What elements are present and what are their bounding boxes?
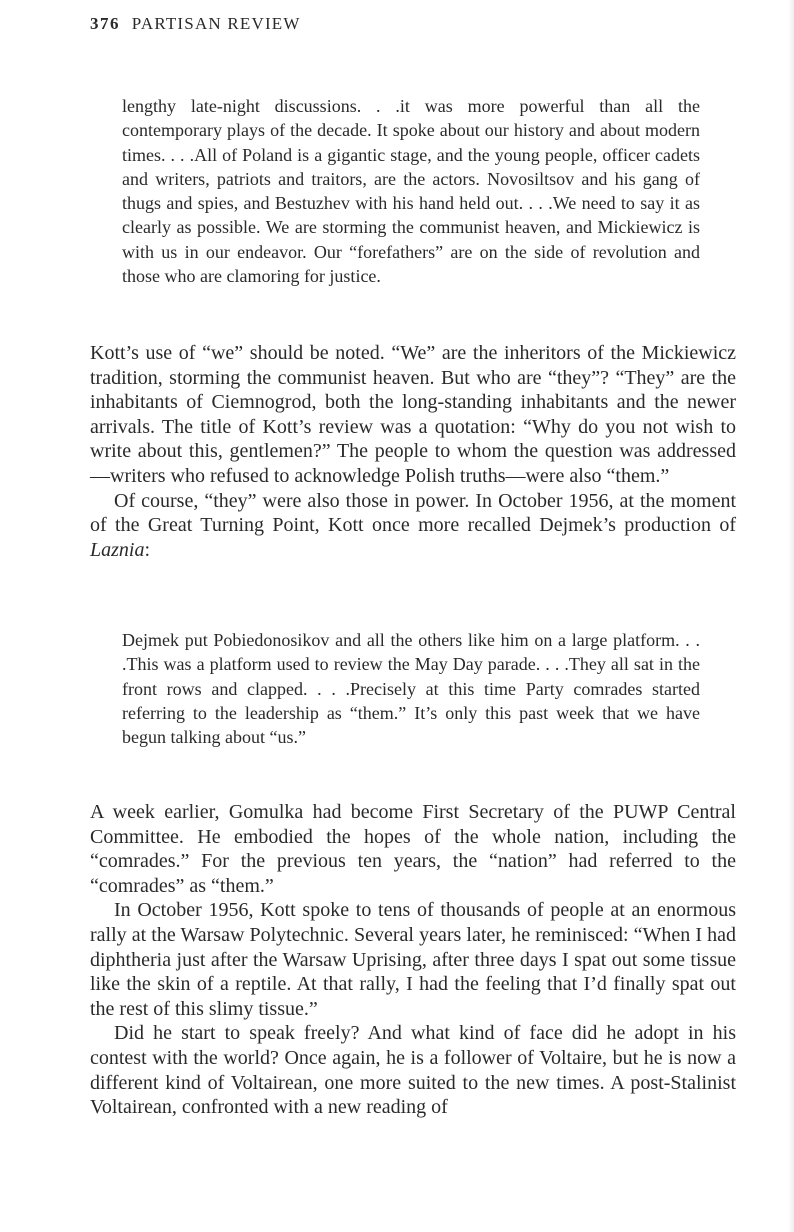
paragraph-voltairean: Did he start to speak freely? And what kind of face did he adopt in his contest with the world? Once again, he is a follower of Voltaire, but he is now a different kind of Voltairean, one more suited to the new times. A post-Stalinist Voltairean, confronted with a new reading of xyxy=(90,1022,736,1119)
paragraph-those-in-power-end: : xyxy=(144,538,151,561)
body-section-kott-we xyxy=(90,341,736,562)
paragraph-those-in-power xyxy=(90,489,736,563)
paragraph-those-in-power-text: Of course, “they” were also those in power. In October 1956, at the moment of the Great Turning Point, Kott once more recalled Dejmek’s production of xyxy=(90,489,736,537)
block-quote-mickiewicz: lengthy late-night discussions. . .it was more powerful than all the contemporary plays of the decade. It spoke about our history and about modern times. . . .All of Poland is a gigantic stage, and the young people, officer cadets and writers, patriots and traitors, are the actors. Novosiltsov and his gang of thugs and spies, and Bestuzhev with his hand held out. . . .We need to say it as clearly as possible. We are storming the communist heaven, and Mickiewicz is with us in our endeavor. Our “forefathers” are on the side of revolution and those who are clamoring for justice. xyxy=(122,96,700,287)
running-head xyxy=(90,14,301,34)
paragraph-gomulka: A week earlier, Gomulka had become First Secretary of the PUWP Central Committee. He embodied the hopes of the whole nation, including the “comrades.” For the previous ten years, the “nation” had referred to the “comrades” as “them.” xyxy=(90,801,736,897)
page-edge-shadow xyxy=(788,0,794,1232)
paragraph-rally: In October 1956, Kott spoke to tens of thousands of people at an enormous rally at the Warsaw Polytechnic. Several years later, he reminisced: “When I had diphtheria just after the Warsaw Uprising, after three days I spat out some tissue like the skin of a reptile. At that rally, I had the feeling that I’d finally spat out the rest of this slimy tissue.” xyxy=(90,899,736,1020)
body-section-gomulka xyxy=(90,800,736,1120)
page-number: 376 xyxy=(90,14,120,33)
block-quote-dejmek: Dejmek put Pobiedonosikov and all the others like him on a large platform. . . .This was a platform used to review the May Day parade. . . .They all sat in the front rows and clapped. . . .Precisely at this time Party comrades started referring to the leadership as “them.” It’s only this past week that we have begun talking about “us.” xyxy=(122,630,700,748)
journal-title: PARTISAN REVIEW xyxy=(131,14,301,33)
play-title-laznia: Laznia xyxy=(90,538,145,561)
paragraph-kott-we: Kott’s use of “we” should be noted. “We” are the inheritors of the Mickiewicz tradition, storming the communist heaven. But who are “they”? “They” are the inhabitants of Ciemnogrod, both the long-standing inhabitants and the newer arrivals. The title of Kott’s review was a quotation: “Why do you not wish to write about this, gentlemen?” The people to whom the question was addressed—writers who refused to acknowledge Polish truths—were also “them.” xyxy=(90,342,736,487)
